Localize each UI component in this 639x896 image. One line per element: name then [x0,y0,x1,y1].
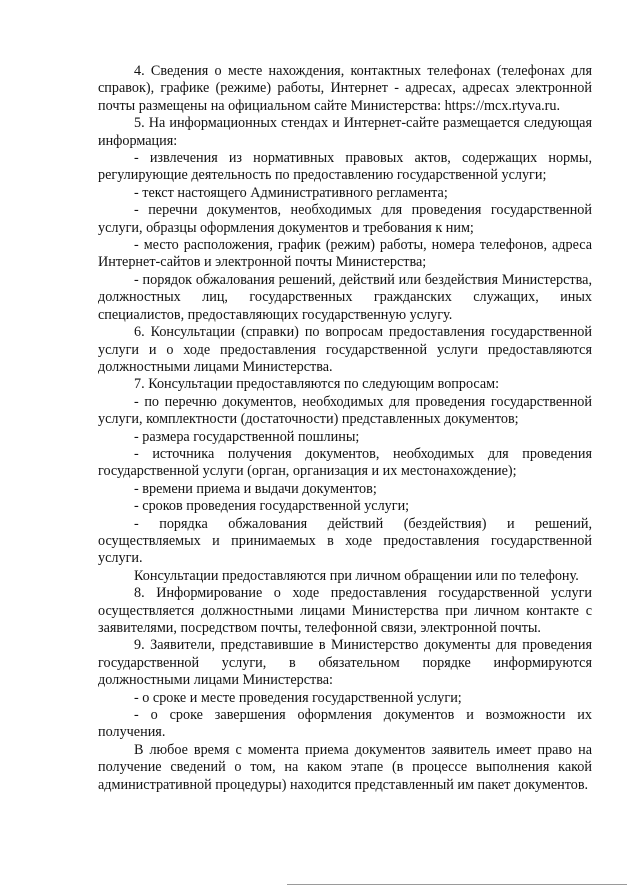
list-item: - источника получения документов, необходимых для проведения государственной услуги (орган, организация и их местонахождение); [98,445,592,480]
paragraph-8: 8. Информирование о ходе предоставления государственной услуги осуществляется должностными лицами Министерства при личном контакте с заявителями, посредством почты, телефонной связи, электронной почты. [98,585,592,636]
list-item: - место расположения, график (режим) работы, номера телефонов, адреса Интернет-сайтов и электронной почты Министерства; [98,237,592,271]
list-item: - перечни документов, необходимых для проведения государственной услуги, образцы оформления документов и требования к ним; [98,202,592,236]
paragraph-9: 9. Заявители, представившие в Министерство документы для проведения государственной услуги, в обязательном порядке информируются должностными лицами Министерства: [98,637,592,689]
list-item: - порядка обжалования действий (бездействия) и решений, осуществляемых и принимаемых в ходе предоставления государственной услуги. [98,515,592,567]
paragraph-7: 7. Консультации предоставляются по следующим вопросам: [134,376,500,393]
list-item: - размера государственной пошлины; [134,428,360,445]
document-body [98,63,592,794]
paragraph-4: 4. Сведения о месте нахождения, контактных телефонах (телефонах для справок), графике (режиме) работы, Интернет - адресах, адресах электронной почты размещены на официальном сайте Министерства: https://mcx.rtyva.ru. [98,63,592,114]
paragraph-5: 5. На информационных стендах и Интернет-сайте размещается следующая информация: [98,115,592,149]
list-item: - текст настоящего Административного регламента; [134,184,448,201]
paragraph-final: В любое время с момента приема документов заявитель имеет право на получение сведений о том, на каком этапе (в процессе выполнения какой административной процедуры) находится представленный им пакет документов. [98,741,592,793]
list-item: - по перечню документов, необходимых для проведения государственной услуги, комплектности (достаточности) представленных документов; [98,393,592,428]
list-item: - извлечения из нормативных правовых актов, содержащих нормы, регулирующие деятельность по предоставлению государственной услуги; [98,150,592,184]
list-item: - порядок обжалования решений, действий или бездействия Министерства, должностных лиц, государственных гражданских служащих, иных специалистов, предоставляющих государственную услугу. [98,271,592,323]
list-item: - о сроке завершения оформления документов и возможности их получения. [98,707,592,741]
bottom-divider [287,884,627,885]
paragraph-6: 6. Консультации (справки) по вопросам предоставления государственной услуги и о ходе предоставления государственной услуги предоставляются должностными лицами Министерства. [98,324,592,375]
list-item: - сроков проведения государственной услуги; [134,498,410,515]
list-item: - о сроке и месте проведения государственной услуги; [134,689,462,706]
paragraph-consultations: Консультации предоставляются при личном обращении или по телефону. [134,567,579,584]
list-item: - времени приема и выдачи документов; [134,480,377,497]
